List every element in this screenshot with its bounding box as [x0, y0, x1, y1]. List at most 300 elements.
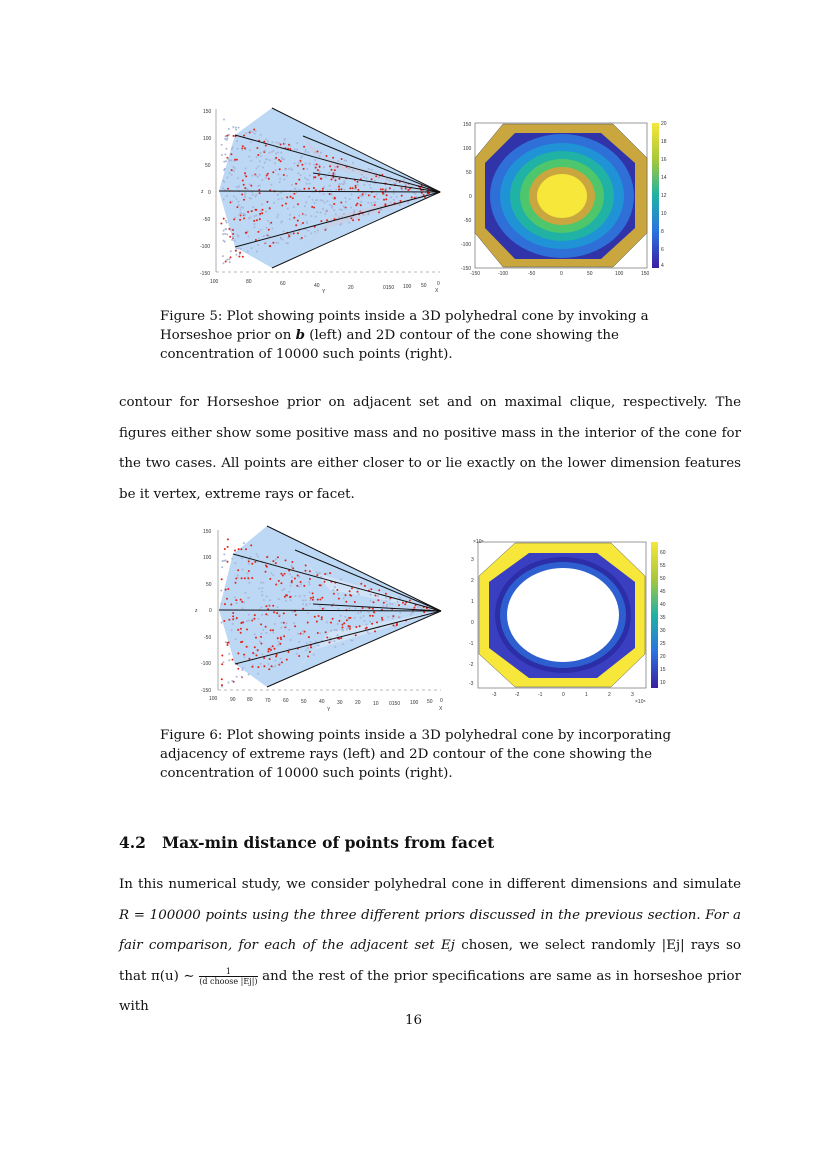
scatter-point [303, 188, 305, 190]
scatter-point [259, 641, 261, 643]
scatter-point [232, 659, 234, 661]
scatter-point [245, 132, 247, 134]
scatter-point [254, 633, 256, 635]
scatter-point [319, 572, 321, 574]
scatter-point [275, 157, 277, 159]
scatter-point [260, 663, 262, 665]
scatter-point [338, 178, 340, 180]
scatter-point [349, 594, 351, 596]
scatter-point [224, 233, 226, 235]
scatter-point [287, 208, 289, 210]
scatter-point [417, 606, 419, 608]
scatter-point [224, 548, 226, 550]
scatter-point [254, 223, 256, 225]
scatter-point [322, 608, 324, 610]
scatter-point [275, 584, 277, 586]
scatter-point [232, 618, 234, 620]
scatter-point [281, 198, 283, 200]
scatter-point [258, 588, 260, 590]
scatter-point [291, 169, 293, 171]
scatter-point [227, 561, 229, 563]
scatter-point [373, 611, 375, 613]
scatter-point [257, 556, 259, 558]
scatter-point [235, 186, 237, 188]
scatter-point [358, 197, 360, 199]
scatter-point [392, 617, 394, 619]
scatter-point [237, 148, 239, 150]
scatter-point [223, 169, 225, 171]
scatter-point [314, 231, 316, 233]
scatter-point [262, 209, 264, 211]
scatter-point [221, 678, 223, 680]
scatter-point [280, 573, 282, 575]
scatter-point [270, 629, 272, 631]
scatter-point [334, 586, 336, 588]
scatter-point [350, 217, 352, 219]
scatter-point [251, 247, 253, 249]
scatter-point [235, 254, 237, 256]
scatter-point [291, 565, 293, 567]
scatter-point [385, 198, 387, 200]
scatter-point [256, 167, 258, 169]
scatter-point [363, 184, 365, 186]
scatter-point [261, 594, 263, 596]
scatter-point [257, 649, 259, 651]
scatter-point [316, 211, 318, 213]
scatter-point [222, 233, 224, 235]
scatter-point [257, 154, 259, 156]
scatter-point [228, 653, 230, 655]
scatter-point [336, 634, 338, 636]
scatter-point [368, 168, 370, 170]
scatter-point [343, 597, 345, 599]
scatter-point [241, 557, 243, 559]
x-tick: -1 [538, 692, 543, 698]
section-heading [119, 833, 494, 852]
scatter-point [325, 228, 327, 230]
scatter-point [242, 256, 244, 258]
y-axis-label: Y [327, 707, 331, 713]
z-tick: 50 [206, 582, 212, 588]
x-tick: 2 [608, 692, 611, 698]
scatter-point [251, 131, 253, 133]
scatter-point [280, 192, 282, 194]
scatter-point [230, 256, 232, 258]
scatter-point [310, 641, 312, 643]
scatter-point [393, 182, 395, 184]
x-tick: 100 [615, 271, 624, 277]
scatter-point [227, 588, 229, 590]
scatter-point [237, 574, 239, 576]
figure-6 [195, 522, 665, 712]
y-tick: 0150 [389, 701, 401, 707]
scatter-point [310, 215, 312, 217]
scatter-point [280, 237, 282, 239]
z-axis-label: z [201, 189, 204, 195]
scatter-point [276, 654, 278, 656]
x-tick: 0 [562, 692, 565, 698]
scatter-point [405, 188, 407, 190]
scatter-point [306, 221, 308, 223]
scatter-point [241, 149, 243, 151]
scatter-point [261, 591, 263, 593]
scatter-point [305, 570, 307, 572]
scatter-point [307, 179, 309, 181]
scatter-point [253, 220, 255, 222]
scatter-point [243, 199, 245, 201]
scatter-point [228, 228, 230, 230]
scatter-point [390, 196, 392, 198]
scatter-point [355, 204, 357, 206]
z-tick: -150 [201, 688, 212, 694]
scatter-point [247, 236, 249, 238]
scatter-point [318, 174, 320, 176]
scatter-point [348, 625, 350, 627]
scatter-point [235, 129, 237, 131]
scatter-point [227, 177, 229, 179]
scatter-point [341, 209, 343, 211]
y-tick: 0 [469, 194, 472, 200]
scatter-point [330, 640, 332, 642]
scatter-point [269, 245, 271, 247]
scatter-point [232, 229, 234, 231]
scatter-point [330, 622, 332, 624]
scatter-point [298, 655, 300, 657]
scatter-point [323, 186, 325, 188]
scatter-point [289, 218, 291, 220]
scatter-point [285, 600, 287, 602]
scatter-point [221, 154, 223, 156]
scatter-point [233, 135, 235, 137]
scatter-point [338, 598, 340, 600]
scatter-point [244, 187, 246, 189]
scatter-point [351, 587, 353, 589]
scatter-point [361, 174, 363, 176]
scatter-point [326, 621, 328, 623]
scatter-point [296, 585, 298, 587]
scatter-point [277, 173, 279, 175]
scatter-point [300, 223, 302, 225]
scatter-point [371, 623, 373, 625]
scatter-point [290, 585, 292, 587]
scatter-point [234, 596, 236, 598]
scatter-point [240, 209, 242, 211]
scatter-point [306, 168, 308, 170]
scatter-point [282, 158, 284, 160]
scatter-point [284, 169, 286, 171]
svg-text:15: 15 [660, 667, 666, 673]
scatter-point [246, 620, 248, 622]
scatter-point [235, 248, 237, 250]
scatter-point [267, 651, 269, 653]
scatter-point [272, 629, 274, 631]
scatter-point [273, 611, 275, 613]
scatter-point [326, 209, 328, 211]
scatter-point [251, 210, 253, 212]
scatter-point [338, 638, 340, 640]
scatter-point [304, 631, 306, 633]
scatter-point [316, 621, 318, 623]
scatter-point [294, 149, 296, 151]
scatter-point [306, 183, 308, 185]
scatter-point [282, 575, 284, 577]
scatter-point [230, 604, 232, 606]
scatter-point [335, 189, 337, 191]
scatter-point [226, 222, 228, 224]
scatter-point [227, 158, 229, 160]
scatter-point [237, 248, 239, 250]
scatter-point [389, 603, 391, 605]
scatter-point [220, 223, 222, 225]
scatter-point [235, 599, 237, 601]
scatter-point [286, 659, 288, 661]
scatter-point [251, 563, 253, 565]
scatter-point [355, 626, 357, 628]
scatter-point [374, 202, 376, 204]
scatter-point [378, 176, 380, 178]
y-tick: 0 [437, 281, 440, 287]
scatter-point [344, 182, 346, 184]
scatter-point [396, 196, 398, 198]
scatter-point [332, 176, 334, 178]
scatter-point [314, 202, 316, 204]
scatter-point [300, 160, 302, 162]
scatter-point [320, 178, 322, 180]
scatter-point [340, 637, 342, 639]
scatter-point [251, 577, 253, 579]
paragraph-text: and the rest of the prior specifications are same as in horseshoe prior with [119, 968, 741, 1014]
scatter-point [313, 164, 315, 166]
scatter-point [260, 134, 262, 136]
scatter-point [350, 207, 352, 209]
scatter-point [265, 211, 267, 213]
scatter-point [395, 183, 397, 185]
scatter-point [385, 593, 387, 595]
scatter-point [381, 617, 383, 619]
scatter-point [231, 558, 233, 560]
scatter-point [232, 126, 234, 128]
scatter-point [291, 576, 293, 578]
scatter-point [225, 589, 227, 591]
scatter-point [320, 152, 322, 154]
scatter-point [259, 213, 261, 215]
scatter-point [306, 605, 308, 607]
z-axis-ticks [195, 529, 212, 694]
y-tick: -1 [469, 641, 474, 647]
scatter-point [240, 548, 242, 550]
scatter-point [244, 194, 246, 196]
scatter-point [225, 641, 227, 643]
scatter-point [316, 574, 318, 576]
scatter-point [237, 629, 239, 631]
scatter-point [242, 207, 244, 209]
scatter-point [263, 599, 265, 601]
svg-text:8: 8 [661, 229, 664, 235]
scatter-point [317, 169, 319, 171]
scatter-point [355, 185, 357, 187]
scatter-point [244, 196, 246, 198]
scatter-point [358, 593, 360, 595]
scatter-point [317, 599, 319, 601]
scatter-point [328, 172, 330, 174]
scatter-point [300, 581, 302, 583]
scatter-point [243, 542, 245, 544]
scatter-point [225, 228, 227, 230]
caption-label: Figure 5: [160, 309, 223, 324]
scatter-point [357, 612, 359, 614]
scatter-point [261, 653, 263, 655]
scatter-point [267, 140, 269, 142]
x-tick: 150 [641, 271, 650, 277]
caption-symbol: b [295, 327, 305, 343]
scatter-point [300, 174, 302, 176]
scatter-point [401, 189, 403, 191]
scatter-point [374, 196, 376, 198]
scatter-point [304, 595, 306, 597]
scatter-point [303, 633, 305, 635]
y-tick: 0 [440, 698, 443, 704]
scatter-point [319, 155, 321, 157]
scatter-point [322, 208, 324, 210]
scatter-point [243, 213, 245, 215]
scatter-point [300, 633, 302, 635]
scatter-point [236, 676, 238, 678]
scatter-point [241, 676, 243, 678]
scatter-point [289, 596, 291, 598]
y-tick: -50 [464, 218, 472, 224]
scatter-point [335, 166, 337, 168]
scatter-point [302, 603, 304, 605]
scatter-point [367, 612, 369, 614]
scatter-point [268, 235, 270, 237]
scatter-point [248, 570, 250, 572]
scatter-point [333, 593, 335, 595]
scatter-point [249, 197, 251, 199]
figure-5-svg [195, 103, 665, 293]
scatter-point [344, 197, 346, 199]
scatter-point [360, 617, 362, 619]
z-tick: -150 [200, 271, 211, 277]
scatter-point [261, 212, 263, 214]
scatter-point [252, 618, 254, 620]
scatter-point [310, 597, 312, 599]
scatter-point [397, 601, 399, 603]
scatter-point [309, 183, 311, 185]
scatter-point [277, 606, 279, 608]
scatter-point [241, 194, 243, 196]
scatter-point [255, 130, 257, 132]
scatter-point [305, 178, 307, 180]
scatter-point [380, 209, 382, 211]
svg-text:20: 20 [660, 654, 666, 660]
scatter-point [295, 224, 297, 226]
svg-text:20: 20 [661, 121, 667, 127]
scatter-point [332, 589, 334, 591]
scatter-point [267, 173, 269, 175]
scatter-point [331, 178, 333, 180]
scatter-point [378, 589, 380, 591]
scatter-point [256, 251, 258, 253]
scatter-point [246, 629, 248, 631]
scatter-point [280, 152, 282, 154]
scatter-point [247, 230, 249, 232]
svg-text:35: 35 [660, 615, 666, 621]
scatter-point [409, 600, 411, 602]
scatter-point [244, 656, 246, 658]
scatter-point [370, 588, 372, 590]
scatter-point [265, 613, 267, 615]
scatter-point [225, 160, 227, 162]
scatter-point [325, 176, 327, 178]
scatter-point [248, 658, 250, 660]
scatter-point [314, 176, 316, 178]
scatter-point [383, 199, 385, 201]
scatter-point [223, 620, 225, 622]
scatter-point [341, 183, 343, 185]
scatter-point [222, 180, 224, 182]
scatter-point [305, 163, 307, 165]
scatter-point [285, 242, 287, 244]
scatter-point [309, 570, 311, 572]
scatter-point [271, 151, 273, 153]
scatter-point [370, 594, 372, 596]
scatter-point [298, 162, 300, 164]
fraction [199, 967, 257, 986]
scatter-point [343, 189, 345, 191]
scatter-point [339, 224, 341, 226]
scatter-point [345, 160, 347, 162]
scatter-point [238, 256, 240, 258]
scatter-point [245, 548, 247, 550]
scatter-point [297, 232, 299, 234]
z-axis-label: z [195, 608, 198, 614]
scatter-point [368, 212, 370, 214]
scatter-point [231, 680, 233, 682]
scatter-point [259, 218, 261, 220]
scatter-point [309, 599, 311, 601]
scatter-point [228, 682, 230, 684]
scatter-point [324, 213, 326, 215]
scatter-point [356, 203, 358, 205]
scatter-point [354, 617, 356, 619]
scatter-point [240, 641, 242, 643]
scatter-point [332, 157, 334, 159]
scatter-point [273, 150, 275, 152]
scatter-point [372, 608, 374, 610]
scatter-point [280, 658, 282, 660]
scatter-point [380, 188, 382, 190]
scatter-point [389, 180, 391, 182]
scatter-point [319, 599, 321, 601]
scatter-point [240, 212, 242, 214]
scatter-point [314, 159, 316, 161]
scatter-point [345, 601, 347, 603]
scatter-point [377, 599, 379, 601]
scatter-point [280, 622, 282, 624]
section-title: Max-min distance of points from facet [162, 833, 495, 852]
scatter-point [310, 232, 312, 234]
scatter-point [238, 204, 240, 206]
scatter-point [236, 159, 238, 161]
scatter-point [394, 626, 396, 628]
scatter-point [364, 585, 366, 587]
x-tick: -100 [498, 271, 509, 277]
scatter-point [389, 187, 391, 189]
figure-6-right-plot [469, 539, 666, 705]
paragraph-text: In this numerical study, we consider polyhedral cone in different dimensions and simulate [119, 877, 741, 892]
svg-text:6: 6 [661, 247, 664, 253]
scatter-point [382, 605, 384, 607]
